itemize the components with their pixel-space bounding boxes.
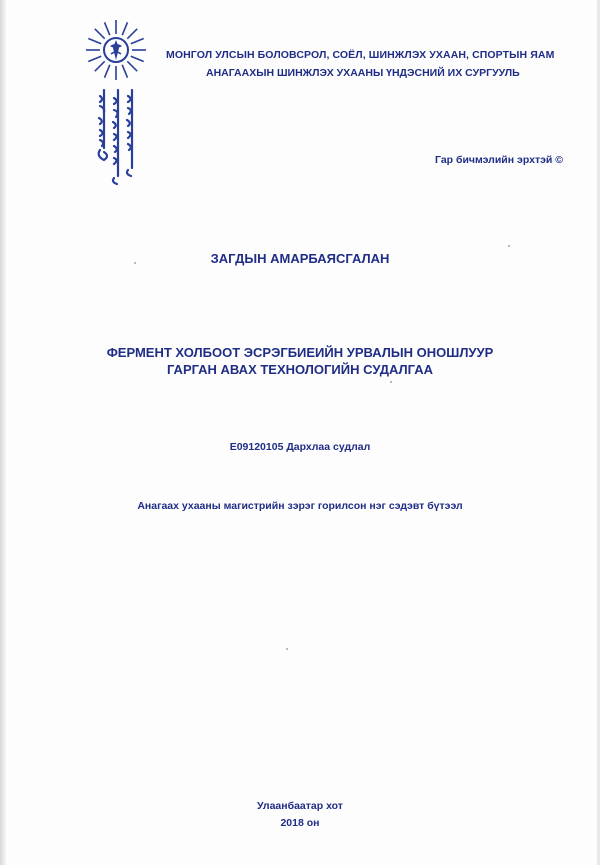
city-name: Улаанбаатар хот <box>257 800 343 812</box>
scan-speck <box>390 381 392 383</box>
scan-speck <box>286 648 288 650</box>
degree-statement: Анагаах ухааны магистрийн зэрэг горилсон нэг сэдэвт бүтээл <box>137 500 463 512</box>
thesis-title-line1: ФЕРМЕНТ ХОЛБООТ ЭСРЭГБИЕИЙН УРВАЛЫН ОНОШЛУУР <box>106 345 494 360</box>
university-name: АНАГААХЫН ШИНЖЛЭХ УХААНЫ ҮНДЭСНИЙ ИХ СУРГУУЛЬ <box>206 67 520 79</box>
scan-speck <box>508 245 510 247</box>
copyright-notice: Гар бичмэлийн эрхтэй © <box>435 154 563 166</box>
thesis-title-line2: ГАРГАН АВАХ ТЕХНОЛОГИЙН СУДАЛГАА <box>167 362 433 377</box>
scan-speck <box>134 262 136 264</box>
university-emblem-icon <box>84 18 148 82</box>
page-shadow-edge <box>0 0 6 865</box>
year-text: 2018 он <box>280 817 320 829</box>
mongolian-script-icon <box>86 88 148 188</box>
ministry-name: МОНГОЛ УЛСЫН БОЛОВСРОЛ, СОЁЛ, ШИНЖЛЭХ УХААН, СПОРТЫН ЯАМ <box>166 49 555 61</box>
program-code: E09120105 Дархлаа судлал <box>229 441 371 453</box>
author-name: ЗАГДЫН АМАРБАЯСГАЛАН <box>210 251 390 266</box>
